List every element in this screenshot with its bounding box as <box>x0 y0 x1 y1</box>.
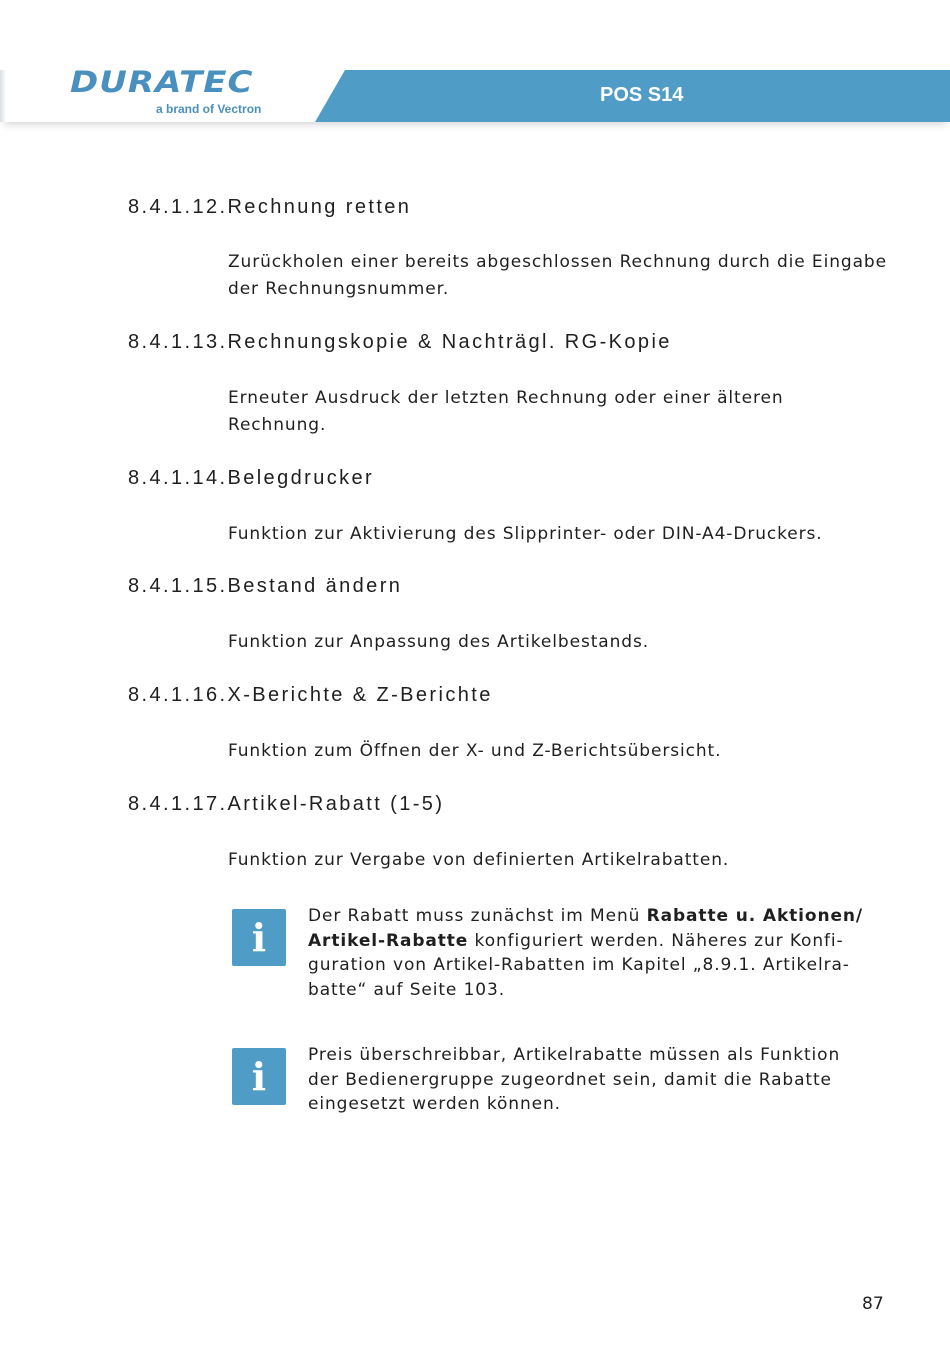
text-line: eingesetzt werden können. <box>308 1094 561 1114</box>
text-line: batte“ auf Seite 103. <box>308 979 506 1000</box>
logo-wordmark: DURATEC <box>70 65 254 100</box>
text-line: Preis überschreibbar, Artikelrabatte müssen als Funktion <box>308 1045 841 1065</box>
info-note <box>308 1043 868 1117</box>
page-header <box>0 65 950 122</box>
section-heading <box>128 196 411 219</box>
text-line: guration von Artikel-Rabatten im Kapitel „8.9.1. Artikelra- <box>308 955 850 975</box>
note-text-segment: Der Rabatt muss zunächst im Menü <box>308 906 647 926</box>
section-title: Bestand ändern <box>227 575 403 597</box>
section-number: 8.4.1.15. <box>128 575 228 597</box>
section-text <box>228 629 888 656</box>
section-title: Belegdrucker <box>227 467 375 489</box>
text-line: Erneuter Ausdruck der letzten Rechnung oder einer älteren <box>228 388 784 408</box>
info-note <box>308 904 868 1002</box>
text-line: Funktion zum Öffnen der X- und Z-Berichtsübersicht. <box>228 741 722 761</box>
note-menu-path: Artikel-Rabatte <box>308 930 469 951</box>
note-menu-path: Rabatte u. Aktionen/ <box>646 906 864 926</box>
text-line: Funktion zur Vergabe von definierten Artikelrabatten. <box>228 850 730 870</box>
text-line: Zurückholen einer bereits abgeschlossen Rechnung durch die Eingabe <box>228 252 887 272</box>
section-number: 8.4.1.12. <box>128 196 228 218</box>
text-line: der Rechnungsnummer. <box>228 279 450 299</box>
logo-tagline: a brand of Vectron <box>156 102 262 116</box>
section-text <box>228 521 888 548</box>
page-number: 87 <box>862 1294 884 1314</box>
section-number: 8.4.1.16. <box>128 684 228 706</box>
product-title: POS S14 <box>600 84 684 106</box>
section-title: Rechnung retten <box>227 196 412 218</box>
section-title: X-Berichte & Z-Berichte <box>227 684 493 706</box>
text-line: der Bedienergruppe zugeordnet sein, damit die Rabatte <box>308 1069 832 1090</box>
section-number: 8.4.1.14. <box>128 467 228 489</box>
text-line: Funktion zur Aktivierung des Slipprinter- oder DIN-A4-Druckers. <box>228 524 823 544</box>
section-number: 8.4.1.13. <box>128 331 228 353</box>
section-heading <box>128 575 402 598</box>
info-icon: i <box>232 1048 286 1105</box>
text-line: Funktion zur Anpassung des Artikelbestands. <box>228 632 650 652</box>
text-line <box>308 904 868 929</box>
duratec-logo <box>70 65 300 122</box>
section-text <box>228 847 888 874</box>
section-heading <box>128 684 493 707</box>
text-line <box>308 929 868 954</box>
header-edge-shade <box>0 70 6 122</box>
section-heading <box>128 793 444 816</box>
section-text <box>228 738 888 765</box>
note-text-segment: konfiguriert werden. Näheres zur Konfi- <box>468 930 844 951</box>
section-title: Rechnungskopie & Nachträgl. RG-Kopie <box>227 331 672 353</box>
section-text <box>228 249 888 303</box>
info-icon: i <box>232 909 286 966</box>
section-title: Artikel-Rabatt (1-5) <box>227 793 445 815</box>
text-line: Rechnung. <box>228 415 327 435</box>
section-heading <box>128 467 374 490</box>
section-heading <box>128 331 672 354</box>
section-text <box>228 385 888 439</box>
section-number: 8.4.1.17. <box>128 793 228 815</box>
